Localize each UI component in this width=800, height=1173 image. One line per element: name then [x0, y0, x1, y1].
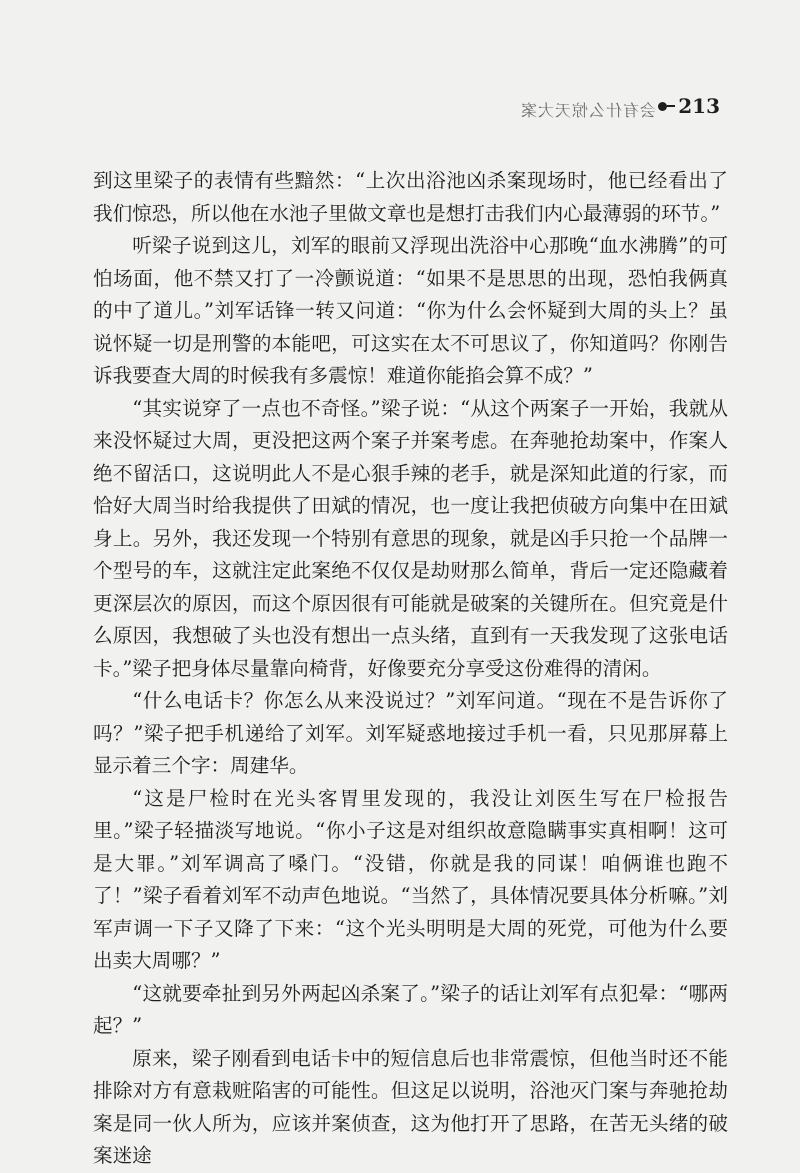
paragraph: “这就要牵扯到另外两起凶杀案了。”梁子的话让刘军有点犯晕：“哪两起？”: [93, 981, 728, 1037]
paragraph: 听梁子说到这儿，刘军的眼前又浮现出洗浴中心那晚“血水沸腾”的可怕场面，他不禁又打了一冷颤说道：“如果不是思思的出现，恐怕我俩真的中了道儿。”刘军话锋一转又问道：“你为什么会怀疑到大周的头上？虽说怀疑一切是刑警的本能吧，可这实在太不可思议了，你知道吗？你刚告诉我要查大周的时候我有多震惊！难道你能掐会算不成？”: [93, 234, 728, 387]
bullet-icon: [658, 102, 667, 111]
running-title: 会有什么惊天大案: [520, 101, 657, 120]
paragraph: “什么电话卡？你怎么从来没说过？”刘军问道。“现在不是告诉你了吗？”梁子把手机递给了刘军。刘军疑惑地接过手机一看，只见那屏幕上显示着三个字：周建华。: [93, 689, 728, 777]
paragraph: 原来，梁子刚看到电话卡中的短信息后也非常震惊，但他当时还不能排除对方有意栽赃陷害的可能性。但这足以说明，浴池灭门案与奔驰抢劫案是同一伙人所为，应该并案侦查，这为他打开了思路，在苦无头绪的破案迷途: [93, 1046, 728, 1167]
paragraph: 到这里梁子的表情有些黯然：“上次出浴池凶杀案现场时，他已经看出了我们惊恐，所以他在水池子里做文章也是想打击我们内心最薄弱的环节。”: [93, 169, 728, 225]
page-header: [520, 92, 720, 120]
paragraph: “其实说穿了一点也不奇怪。”梁子说：“从这个两案子一开始，我就从来没怀疑过大周，更没把这两个案子并案考虑。在奔驰抢劫案中，作案人绝不留活口，这说明此人不是心狠手辣的老手，就是深知此道的行家，而恰好大周当时给我提供了田斌的情况，也一度让我把侦破方向集中在田斌身上。另外，我还发现一个特别有意思的现象，就是凶手只抢一个品牌一个型号的车，这就注定此案绝不仅仅是劫财那么简单，背后一定还隐藏着更深层次的原因，而这个原因很有可能就是破案的关键所在。但究竟是什么原因，我想破了头也没有想出一点头绪，直到有一天我发现了这张电话卡。”梁子把身体尽量靠向椅背，好像要充分享受这份难得的清闲。: [93, 396, 728, 680]
body-text: [93, 165, 728, 1173]
page-number: 213: [678, 94, 720, 118]
paragraph: “这是尸检时在光头客胃里发现的，我没让刘医生写在尸检报告里。”梁子轻描淡写地说。“你小子这是对组织故意隐瞒事实真相啊！这可是大罪。”刘军调高了嗓门。“没错，你就是我的同谋！咱俩谁也跑不了！”梁子看着刘军不动声色地说。“当然了，具体情况要具体分析嘛。”刘军声调一下子又降了下来：“这个光头明明是大周的死党，可他为什么要出卖大周哪？”: [93, 786, 728, 972]
dash-icon: [667, 105, 675, 107]
page-number-group: [658, 94, 720, 118]
